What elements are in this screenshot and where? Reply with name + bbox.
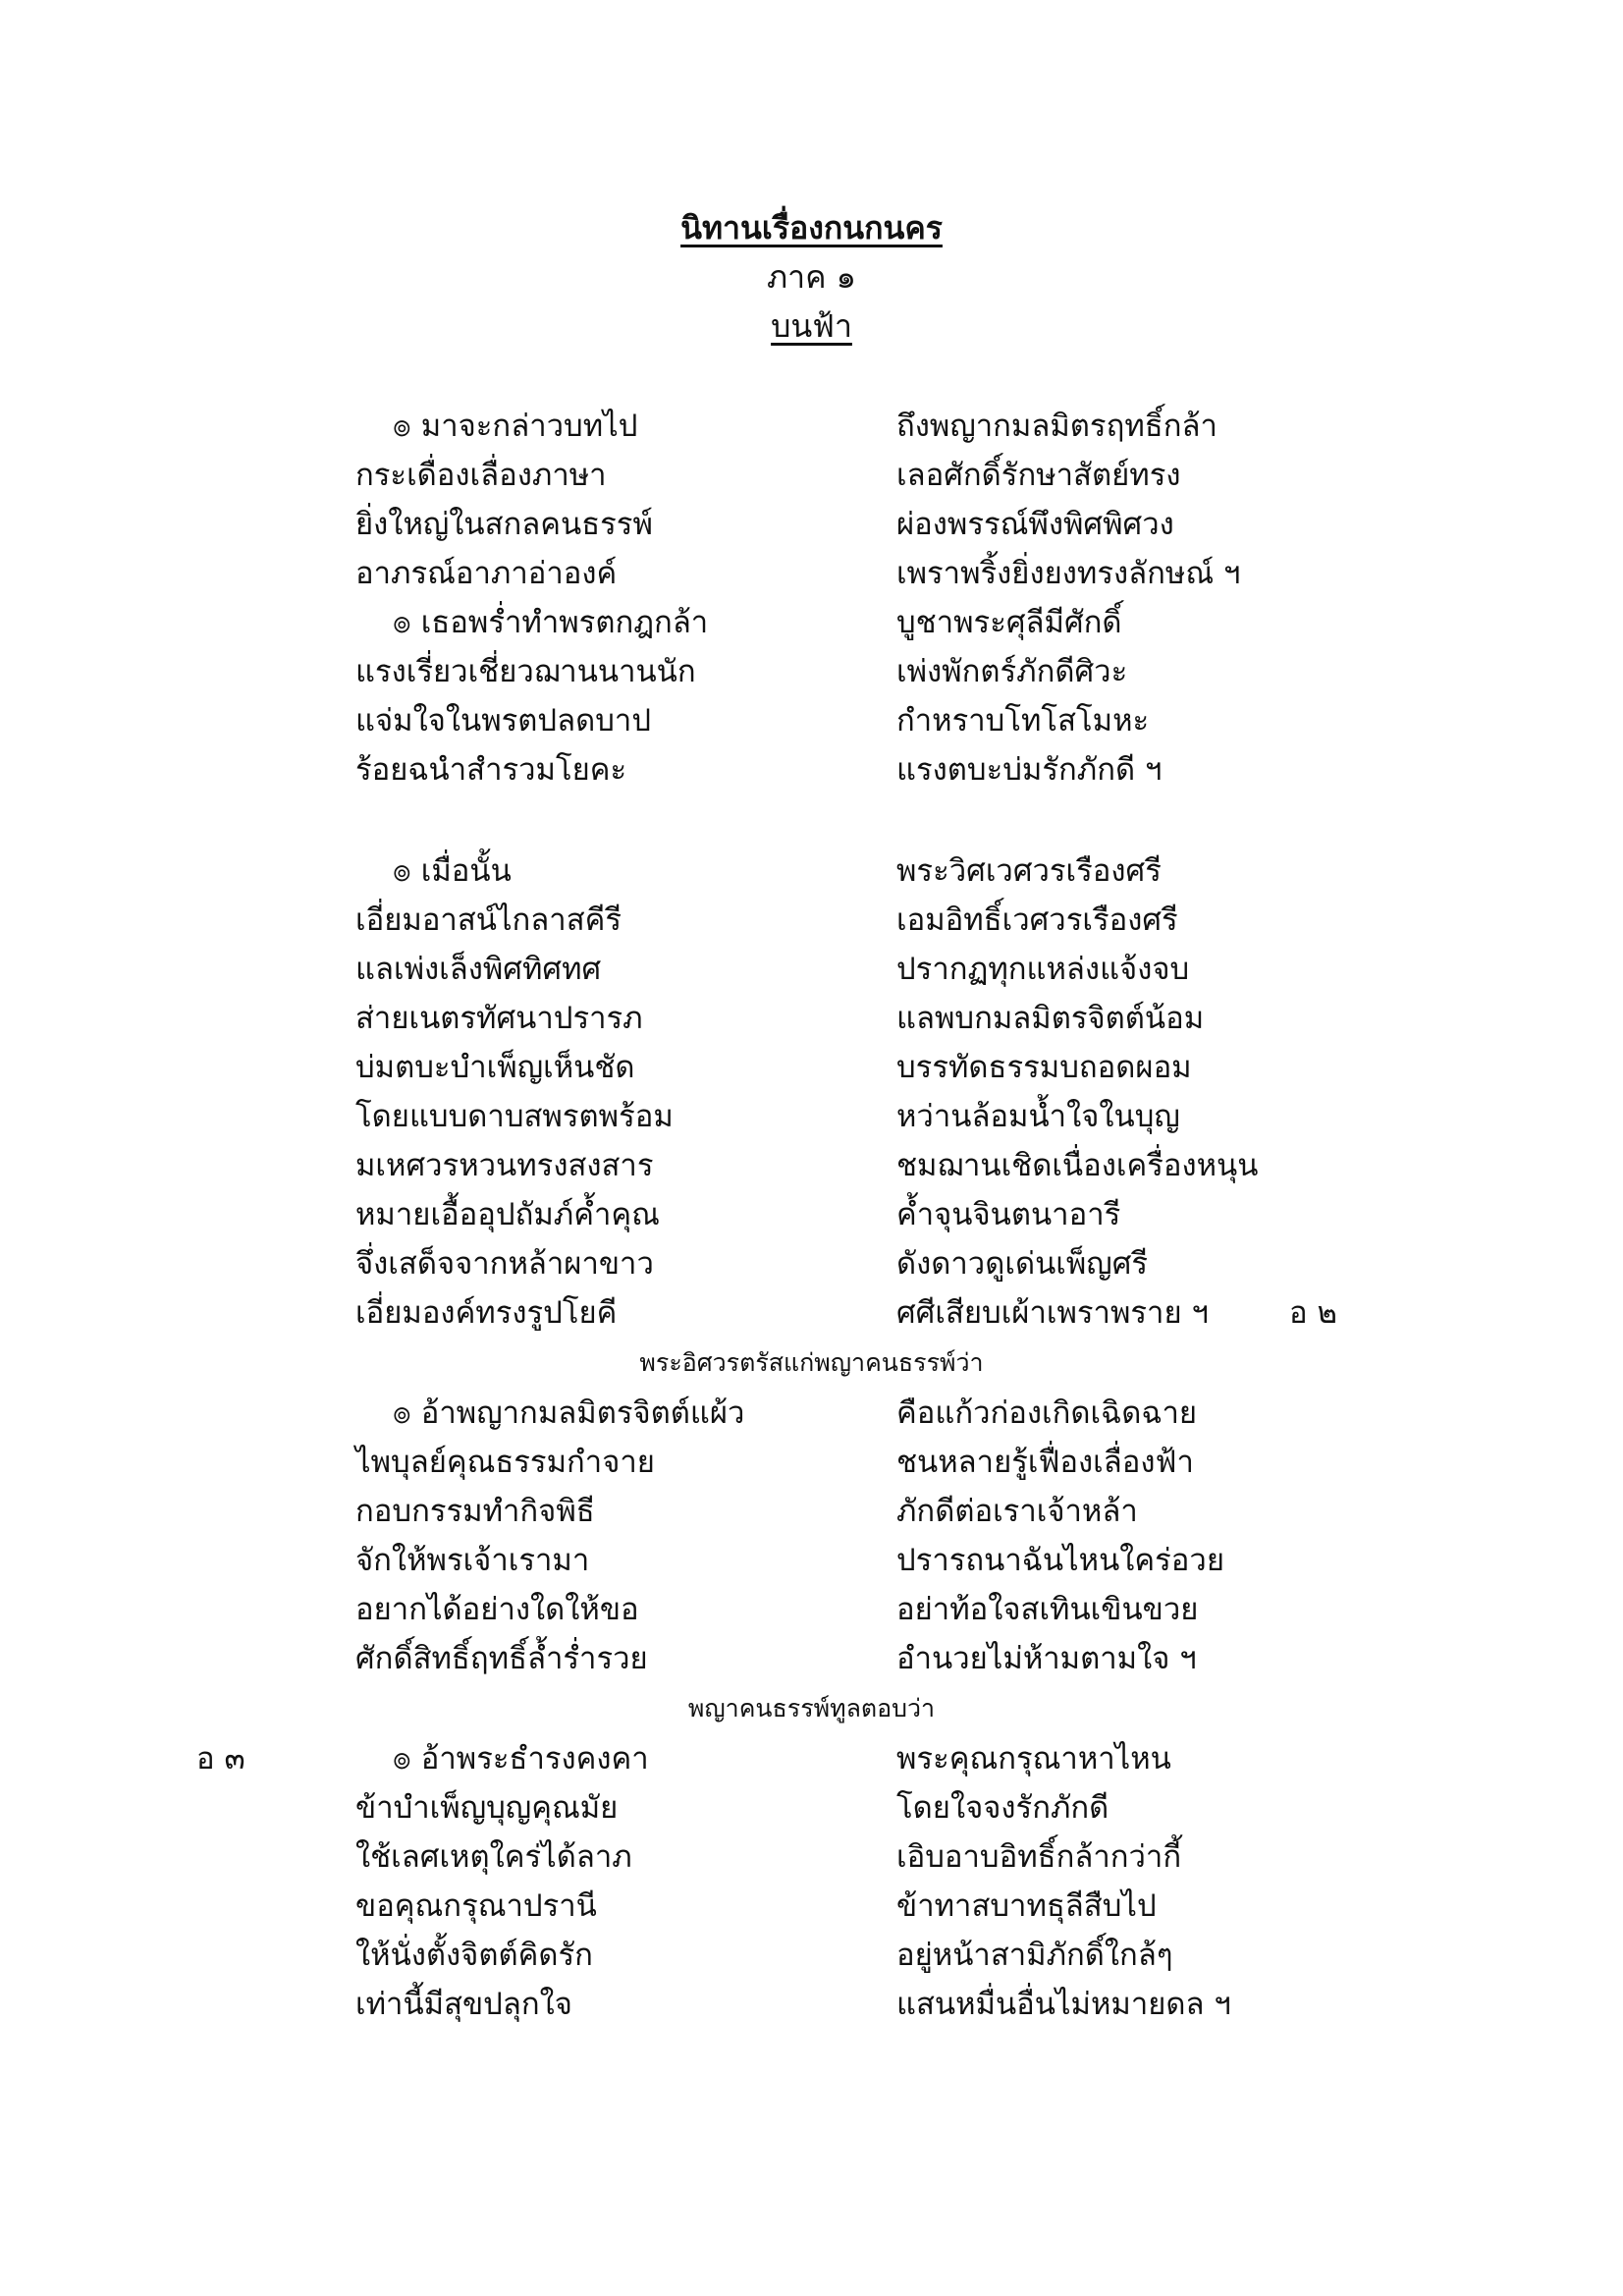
document-title: นิทานเรื่องกนกนคร [680, 209, 943, 246]
verse-line [0, 1190, 1623, 1239]
verse-left: ๏ มาจะกล่าวบทไป [393, 409, 638, 444]
verse-line [0, 500, 1623, 549]
verse-line [0, 745, 1623, 794]
verse-right: อำนวยไม่ห้ามตามใจ ฯ [896, 1641, 1197, 1676]
verse-left: โดยแบบดาบสพรตพร้อม [355, 1099, 674, 1134]
verse-right: ชนหลายรู้เฟื่องเลื่องฟ้า [896, 1445, 1194, 1480]
verse-line [0, 598, 1623, 647]
verse-line [0, 1389, 1623, 1438]
verse-line [0, 1092, 1623, 1141]
margin-note: อ ๒ [1289, 1295, 1337, 1331]
verse-line [0, 1141, 1623, 1190]
verse-line [0, 1487, 1623, 1536]
section-title: บนฟ้า [771, 307, 852, 345]
verse-line [0, 1438, 1623, 1487]
verse-line [0, 696, 1623, 745]
verse-left: ข้าบำเพ็ญบุญคุณมัย [355, 1790, 619, 1826]
verse-right: คือแก้วก่องเกิดเฉิดฉาย [896, 1395, 1198, 1431]
verse-line [0, 1536, 1623, 1585]
verse-left: บ่มตบะบำเพ็ญเห็นชัด [355, 1050, 635, 1085]
verse-left: จักให้พรเจ้าเรามา [355, 1543, 590, 1578]
verse-left: แจ่มใจในพรตปลดบาป [355, 703, 651, 738]
verse-left: แลเพ่งเล็งพิศทิศทศ [355, 952, 602, 987]
verse-line [0, 1585, 1623, 1634]
verse-right: โดยใจจงรักภักดี [896, 1790, 1109, 1826]
part-label: ภาค ๑ [767, 258, 856, 296]
verse-left: ส่ายเนตรทัศนาปรารภ [355, 1001, 643, 1036]
verse-right: กำหราบโทโสโมหะ [896, 703, 1150, 738]
verse-left: ศักดิ์สิทธิ์ฤทธิ์ล้ำร่ำรวย [355, 1641, 648, 1676]
verse-left: ๏ อ้าพระธำรงคงคา [393, 1741, 649, 1777]
verse-line [0, 945, 1623, 994]
verse-line [0, 1288, 1623, 1338]
verse-left: เอี่ยมอาสน์ไกลาสคีรี [355, 902, 622, 938]
verse-left: อยากได้อย่างใดให้ขอ [355, 1592, 639, 1627]
verse-left: ขอคุณกรุณาปรานี [355, 1888, 597, 1924]
verse-left: ๏ เธอพร่ำทำพรตกฎกล้า [393, 605, 709, 640]
verse-right: ปรากฏทุกแหล่งแจ้งจบ [896, 952, 1190, 987]
verse-line [0, 1043, 1623, 1092]
verse-right: เอมอิทธิ์เวศวรเรืองศรี [896, 902, 1178, 938]
verse-line [0, 1931, 1623, 1980]
verse-right: ชมฌานเชิดเนื่องเครื่องหนุน [896, 1148, 1259, 1183]
verse-left: ใช้เลศเหตุใคร่ได้ลาภ [355, 1839, 632, 1875]
verse-right: บูชาพระศุลีมีศักดิ์ [896, 605, 1122, 640]
verse-left: ร้อยฉนำสำรวมโยคะ [355, 752, 627, 788]
verse-line [0, 402, 1623, 451]
verse-line [0, 451, 1623, 500]
verse-right: บรรทัดธรรมบถอดผอม [896, 1050, 1192, 1085]
speaker-heading: พระอิศวรตรัสแก่พญาคนธรรพ์ว่า [639, 1348, 984, 1377]
verse-right: แรงตบะบ่มรักภักดี ฯ [896, 752, 1163, 788]
verse-left: หมายเอื้ออุปถัมภ์ค้ำคุณ [355, 1197, 660, 1232]
verse-line [0, 1239, 1623, 1288]
verse-right: เพ่งพักตร์ภักดีศิวะ [896, 654, 1128, 689]
verse-left: เอี่ยมองค์ทรงรูปโยคี [355, 1295, 618, 1331]
verse-line [0, 647, 1623, 696]
verse-right: ดังดาวดูเด่นเพ็ญศรี [896, 1246, 1149, 1282]
verse-right: แลพบกมลมิตรจิตต์น้อม [896, 1001, 1205, 1036]
verse-left: กระเดื่องเลื่องภาษา [355, 458, 607, 493]
verse-left: ไพบุลย์คุณธรรมกำจาย [355, 1445, 655, 1480]
verse-left: ยิ่งใหญ่ในสกลคนธรรพ์ [355, 507, 653, 542]
verse-right: ศศีเสียบเผ้าเพราพราย ฯ [896, 1295, 1209, 1331]
verse-right: แสนหมื่นอื่นไม่หมายดล ฯ [896, 1987, 1231, 2022]
verse-left: เท่านี้มีสุขปลุกใจ [355, 1987, 572, 2022]
verse-right: อย่าท้อใจสเทินเขินขวย [896, 1592, 1199, 1627]
verse-right: ปรารถนาฉันไหนใคร่อวย [896, 1543, 1224, 1578]
verse-left: มเหศวรหวนทรงสงสาร [355, 1148, 654, 1183]
verse-left: ๏ เมื่อนั้น [393, 853, 512, 889]
verse-left: อาภรณ์อาภาอ่าองค์ [355, 556, 618, 591]
verse-right: ข้าทาสบาทธุลีสืบไป [896, 1888, 1157, 1924]
verse-line [0, 1734, 1623, 1783]
verse-line [0, 1882, 1623, 1931]
verse-line [0, 994, 1623, 1043]
verse-line [0, 1832, 1623, 1882]
verse-right: ค้ำจุนจินตนาอารี [896, 1197, 1121, 1232]
verse-line [0, 1634, 1623, 1683]
verse-left: จึ่งเสด็จจากหล้าผาขาว [355, 1246, 654, 1282]
verse-right: พระคุณกรุณาหาไหน [896, 1741, 1171, 1777]
verse-left: กอบกรรมทำกิจพิธี [355, 1494, 595, 1529]
verse-right: เอิบอาบอิทธิ์กล้ากว่ากี้ [896, 1839, 1182, 1875]
verse-line [0, 847, 1623, 896]
verse-left: แรงเรี่ยวเชี่ยวฌานนานนัก [355, 654, 696, 689]
verse-left: ๏ อ้าพญากมลมิตรจิตต์แผ้ว [393, 1395, 745, 1431]
verse-line [0, 1783, 1623, 1832]
verse-left: ให้นั่งตั้งจิตต์คิดรัก [355, 1938, 593, 1973]
verse-line [0, 896, 1623, 945]
verse-right: ถึงพญากมลมิตรฤทธิ์กล้า [896, 409, 1217, 444]
verse-right: ผ่องพรรณ์พึงพิศพิศวง [896, 507, 1174, 542]
verse-right: เลอศักดิ์รักษาสัตย์ทรง [896, 458, 1181, 493]
margin-note: อ ๓ [196, 1741, 245, 1777]
verse-right: เพราพริ้งยิ่งยงทรงลักษณ์ ฯ [896, 556, 1241, 591]
verse-right: ภักดีต่อเราเจ้าหล้า [896, 1494, 1138, 1529]
verse-right: อยู่หน้าสามิภักดิ์ใกล้ๆ [896, 1938, 1173, 1973]
verse-right: พระวิศเวศวรเรืองศรี [896, 853, 1162, 889]
verse-line [0, 549, 1623, 598]
verse-line [0, 1980, 1623, 2029]
verse-right: หว่านล้อมน้ำใจในบุญ [896, 1099, 1180, 1134]
speaker-heading: พญาคนธรรพ์ทูลตอบว่า [687, 1694, 936, 1722]
